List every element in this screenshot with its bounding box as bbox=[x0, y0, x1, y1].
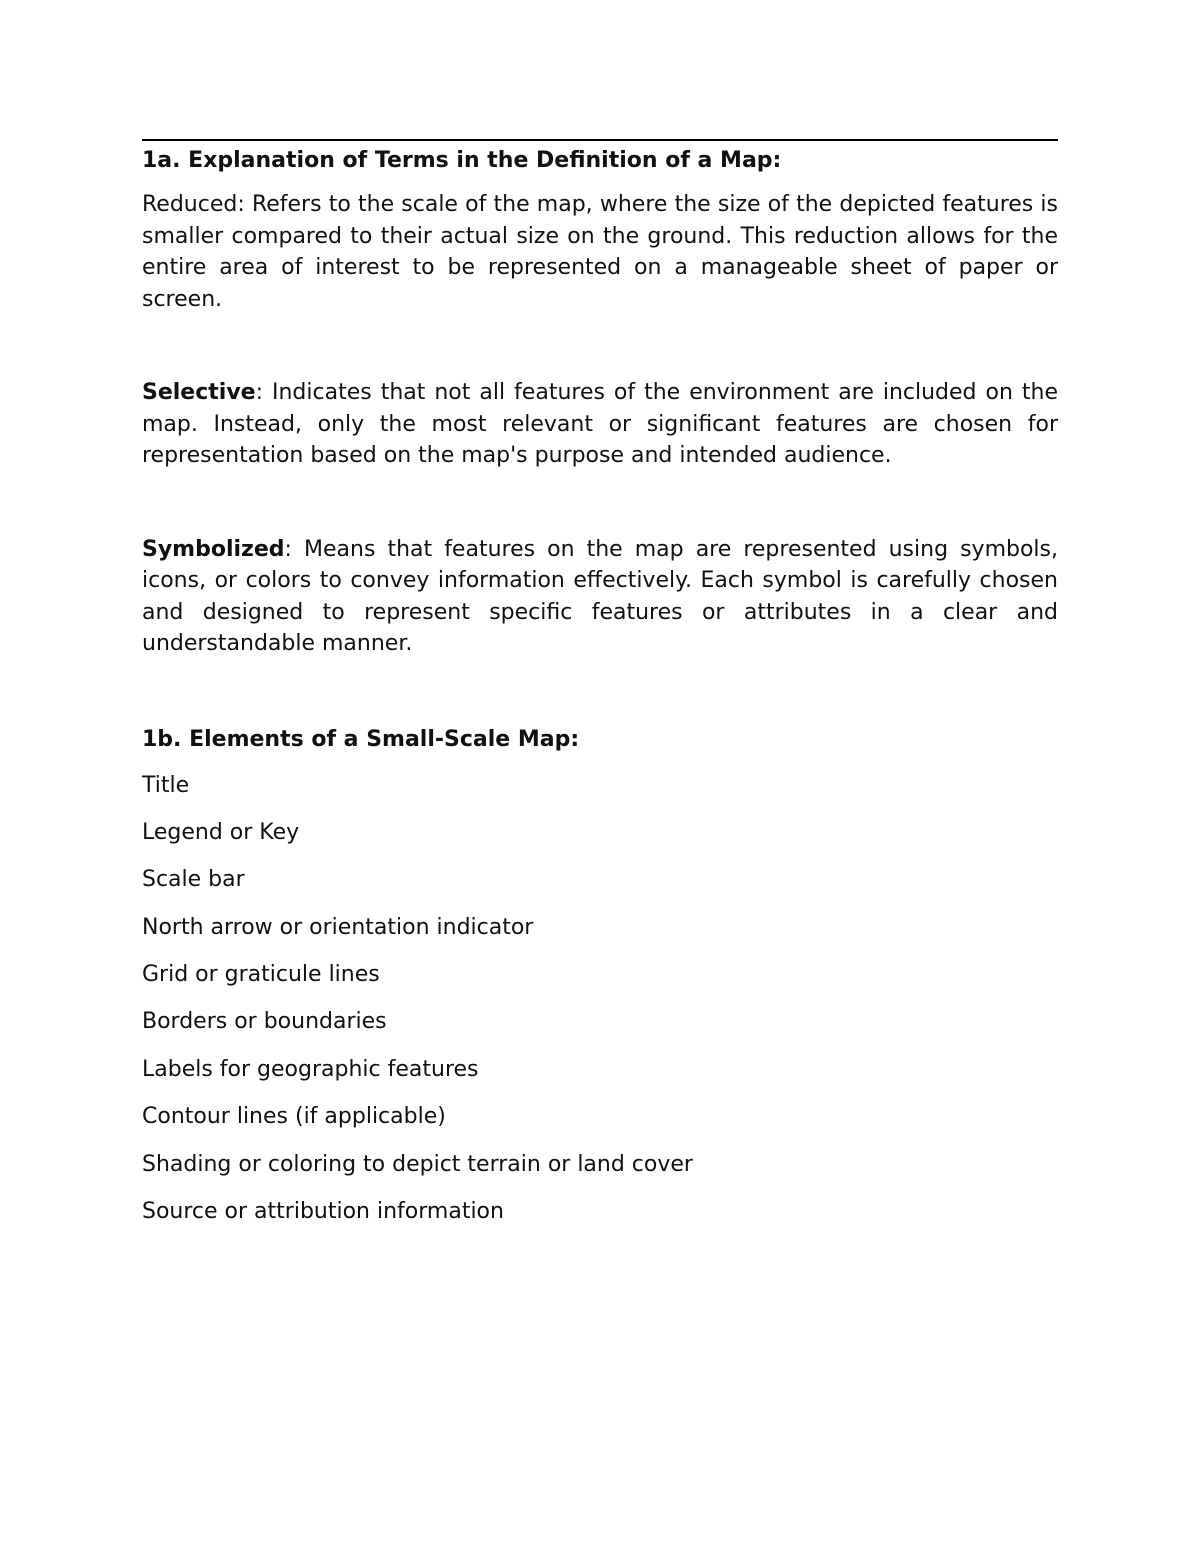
list-item: Legend or Key bbox=[142, 819, 300, 845]
term-selective: Selective bbox=[142, 380, 256, 405]
spacer bbox=[142, 472, 1058, 534]
description-reduced: Refers to the scale of the map, where the size of the depicted features is smaller compared to their actual size on the ground. This reduction allows for the entire area of interest to be represented on a manageable sheet of paper or screen. bbox=[142, 192, 1059, 312]
spacer bbox=[142, 660, 1058, 724]
definition-symbolized bbox=[142, 534, 1058, 660]
list-item: Scale bar bbox=[142, 867, 245, 893]
list-item: Shading or coloring to depict terrain or land cover bbox=[142, 1151, 693, 1177]
term-separator: : bbox=[255, 380, 272, 405]
list-item: Source or attribution information bbox=[142, 1199, 504, 1225]
description-symbolized: Means that features on the map are represented using symbols, icons, or colors to convey information effectively. Each symbol is carefully chosen and designed to represent specific features or attributes in a clear and understandable manner. bbox=[142, 536, 1058, 656]
list-item: Borders or boundaries bbox=[142, 1009, 387, 1035]
section-a-heading: 1a. Explanation of Terms in the Definition of a Map: bbox=[142, 148, 782, 173]
term-separator: : bbox=[237, 192, 252, 217]
list-item: Contour lines (if applicable) bbox=[142, 1104, 446, 1130]
spacer bbox=[142, 177, 1058, 189]
section-b-heading: 1b. Elements of a Small-Scale Map: bbox=[142, 726, 580, 752]
term-reduced: Reduced bbox=[142, 192, 238, 217]
term-separator: : bbox=[284, 536, 304, 562]
term-symbolized: Symbolized bbox=[142, 536, 285, 562]
document-page bbox=[142, 139, 1058, 1243]
list-item: Grid or graticule lines bbox=[142, 962, 380, 988]
list-item: North arrow or orientation indicator bbox=[142, 914, 534, 940]
top-horizontal-rule bbox=[142, 139, 1058, 141]
list-item: Labels for geographic features bbox=[142, 1056, 479, 1082]
description-selective: Indicates that not all features of the environment are included on the map. Instead, only the most relevant or significant features are chosen for representation based on the map's purpose and intended audience. bbox=[142, 380, 1058, 468]
definition-selective bbox=[142, 377, 1058, 472]
list-item: Title bbox=[142, 772, 190, 798]
spacer bbox=[142, 315, 1058, 377]
map-elements-list bbox=[142, 770, 1058, 1228]
definition-reduced bbox=[142, 189, 1058, 315]
